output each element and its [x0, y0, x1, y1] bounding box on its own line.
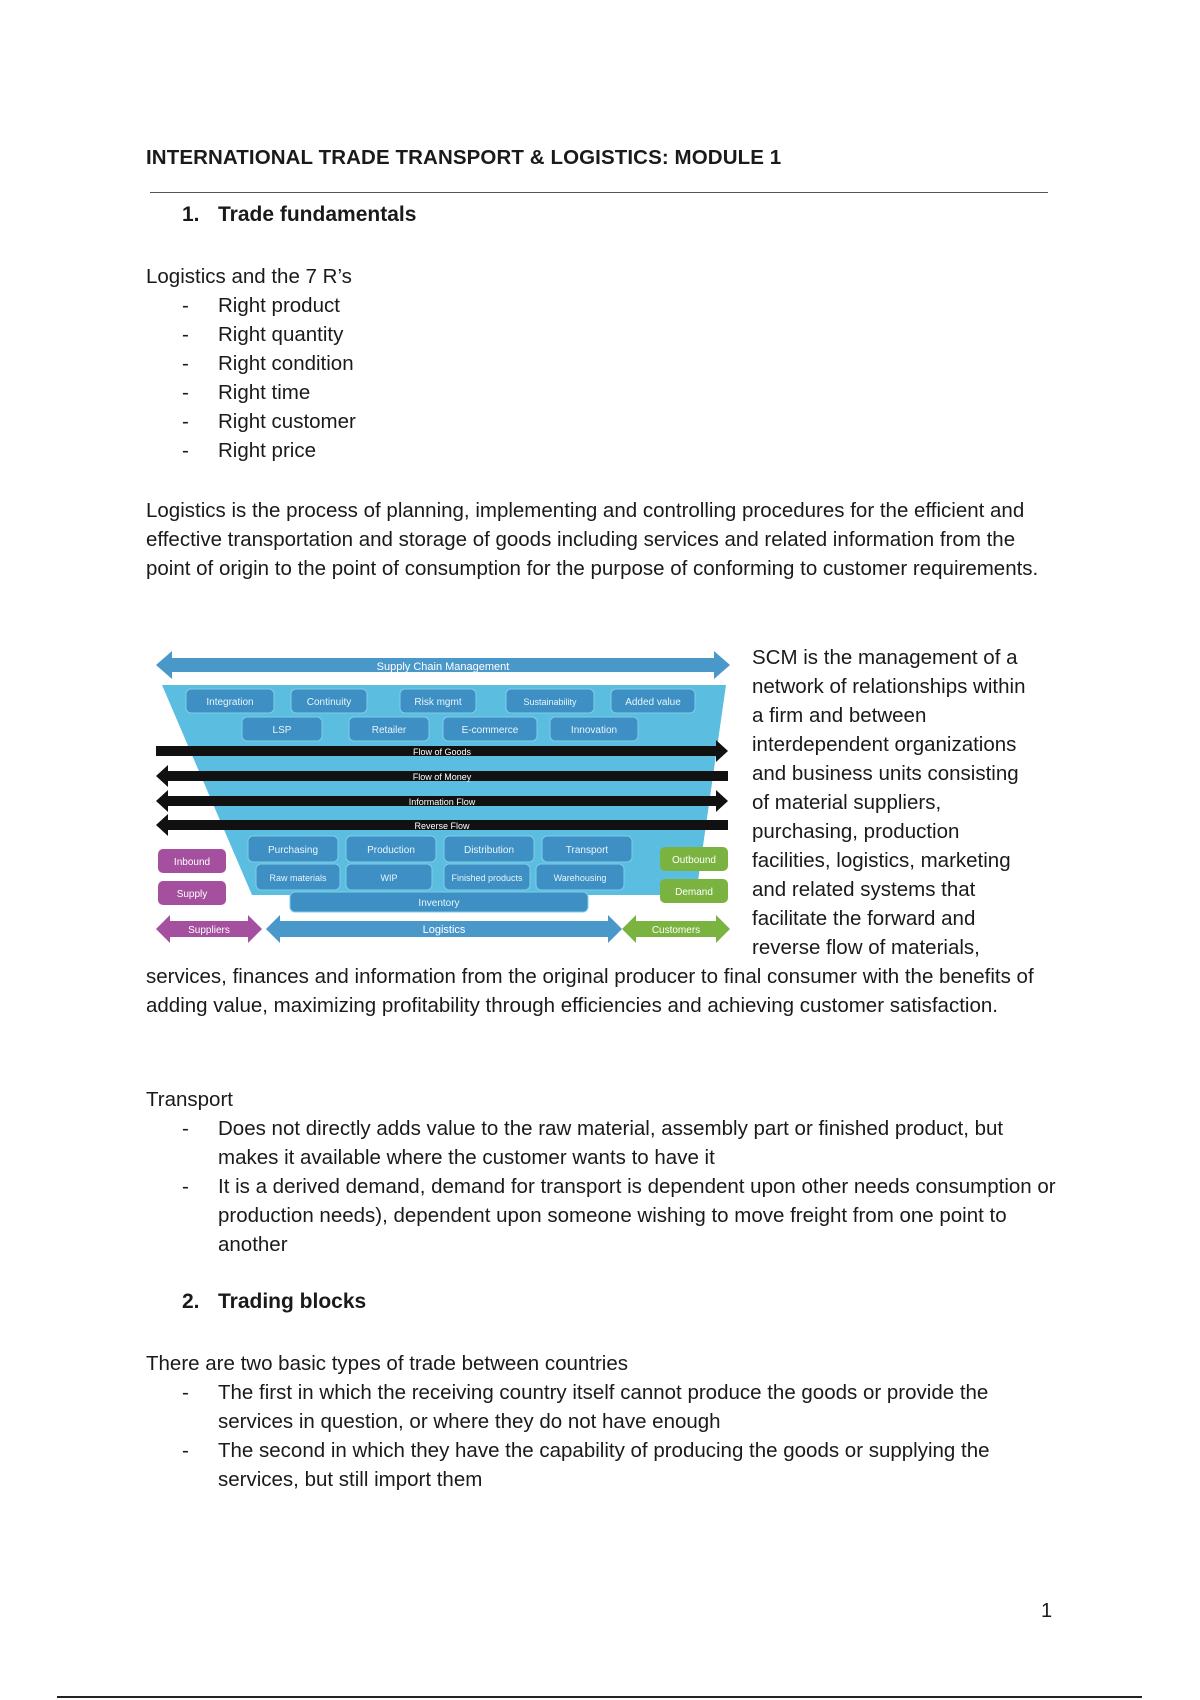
trade-types-list — [146, 1378, 1056, 1494]
box-label: Risk mgmt — [414, 697, 462, 708]
box-label: E-commerce — [461, 725, 519, 736]
seven-rs-list — [146, 291, 1056, 465]
svg-text:Suppliers: Suppliers — [188, 925, 230, 936]
section-title: Trade fundamentals — [218, 203, 417, 226]
list-item: - Does not directly adds value to the raw material, assembly part or finished product, but makes it available where the customer wants to have it — [182, 1117, 1004, 1169]
outbound-tag — [660, 847, 728, 871]
flow-label: Information Flow — [408, 797, 476, 807]
inbound-tag — [158, 849, 226, 873]
list-item: - The second in which they have the capability of producing the goods or supplying the services, but still import them — [182, 1439, 990, 1491]
box-label: Warehousing — [553, 873, 607, 883]
scm-definition-wrapped: SCM is the management of a network of relationships within a firm and between interdependent organizations and business units consisting of material suppliers, purchasing, production facilities, logistics, marketing and related systems that facilitate the forward and reverse flow of materials, — [752, 646, 1026, 959]
section-number: 2. — [182, 1290, 200, 1313]
flow-label: Reverse Flow — [414, 821, 470, 831]
section-number: 1. — [182, 203, 200, 226]
section-heading-trading-blocks — [182, 1290, 366, 1314]
svg-text:Logistics: Logistics — [422, 924, 466, 936]
row1-boxes — [186, 689, 695, 713]
list-item: - It is a derived demand, demand for transport is dependent upon other needs consumption or production needs), dependent upon someone wishing to move freight from one point to another — [182, 1175, 1056, 1256]
logistics-arrow — [266, 915, 622, 943]
svg-text:Demand: Demand — [675, 887, 713, 898]
flow-label: Flow of Goods — [412, 747, 472, 757]
box-label: Innovation — [570, 725, 618, 736]
box-label: Continuity — [306, 697, 352, 708]
customers-arrow — [622, 915, 730, 943]
page-bottom-rule — [57, 1696, 1142, 1698]
box-label: Integration — [206, 697, 254, 708]
page-number: 1 — [1041, 1600, 1053, 1622]
list-item: - Right condition — [182, 352, 354, 375]
seven-rs-intro: Logistics and the 7 R’s — [146, 265, 352, 288]
funnel-shape — [162, 685, 726, 895]
svg-text:Inbound: Inbound — [173, 857, 211, 868]
list-item: - Right product — [182, 294, 340, 317]
box-label: Raw materials — [269, 873, 327, 883]
box-label: LSP — [272, 725, 292, 736]
svg-text:Supply: Supply — [176, 889, 208, 900]
list-item: - Right time — [182, 381, 311, 404]
section-heading-trade-fundamentals — [182, 203, 416, 227]
box-label: Distribution — [463, 845, 515, 856]
box-label: Retailer — [371, 725, 407, 736]
box-label: Sustainability — [523, 697, 577, 707]
list-item: - Right quantity — [182, 323, 344, 346]
document-title: INTERNATIONAL TRADE TRANSPORT & LOGISTICS: MODULE 1 — [146, 146, 782, 169]
suppliers-arrow — [156, 915, 262, 943]
flow-label: Flow of Money — [412, 772, 472, 782]
scm-arrow-label: Supply Chain Management — [376, 661, 510, 673]
box-label: Production — [367, 845, 415, 856]
box-label: Purchasing — [267, 845, 319, 856]
svg-text:Customers: Customers — [651, 925, 701, 936]
transport-intro: Transport — [146, 1088, 233, 1111]
list-item: - Right price — [182, 439, 316, 462]
box-label: Transport — [565, 845, 609, 856]
svg-text:Outbound: Outbound — [672, 855, 716, 866]
box-label: Added value — [625, 697, 681, 708]
scm-arrow — [156, 651, 730, 679]
logistics-definition: Logistics is the process of planning, implementing and controlling procedures for the efficient and effective transportation and storage of goods including services and related information from the point of origin to the point of consumption for the purpose of conforming to customer requirements. — [146, 499, 1039, 580]
list-item: - The first in which the receiving country itself cannot produce the goods or provide the services in question, or where they do not have enough — [182, 1381, 989, 1433]
demand-tag — [660, 879, 728, 903]
supply-chain-diagram — [156, 645, 740, 951]
list-item: - Right customer — [182, 410, 356, 433]
trade-types-intro: There are two basic types of trade between countries — [146, 1352, 629, 1375]
inventory-box — [290, 892, 588, 912]
title-divider — [150, 192, 1048, 193]
box-label: WIP — [380, 873, 398, 883]
section-title: Trading blocks — [218, 1290, 367, 1313]
supply-tag — [158, 881, 226, 905]
box-label: Inventory — [418, 898, 460, 909]
transport-list — [146, 1114, 1056, 1259]
scm-definition-continuation: services, finances and information from the original producer to final consumer with the benefits of adding value, maximizing profitability through efficiencies and achieving customer satisfaction. — [146, 965, 1034, 1017]
box-label: Finished products — [451, 873, 523, 883]
